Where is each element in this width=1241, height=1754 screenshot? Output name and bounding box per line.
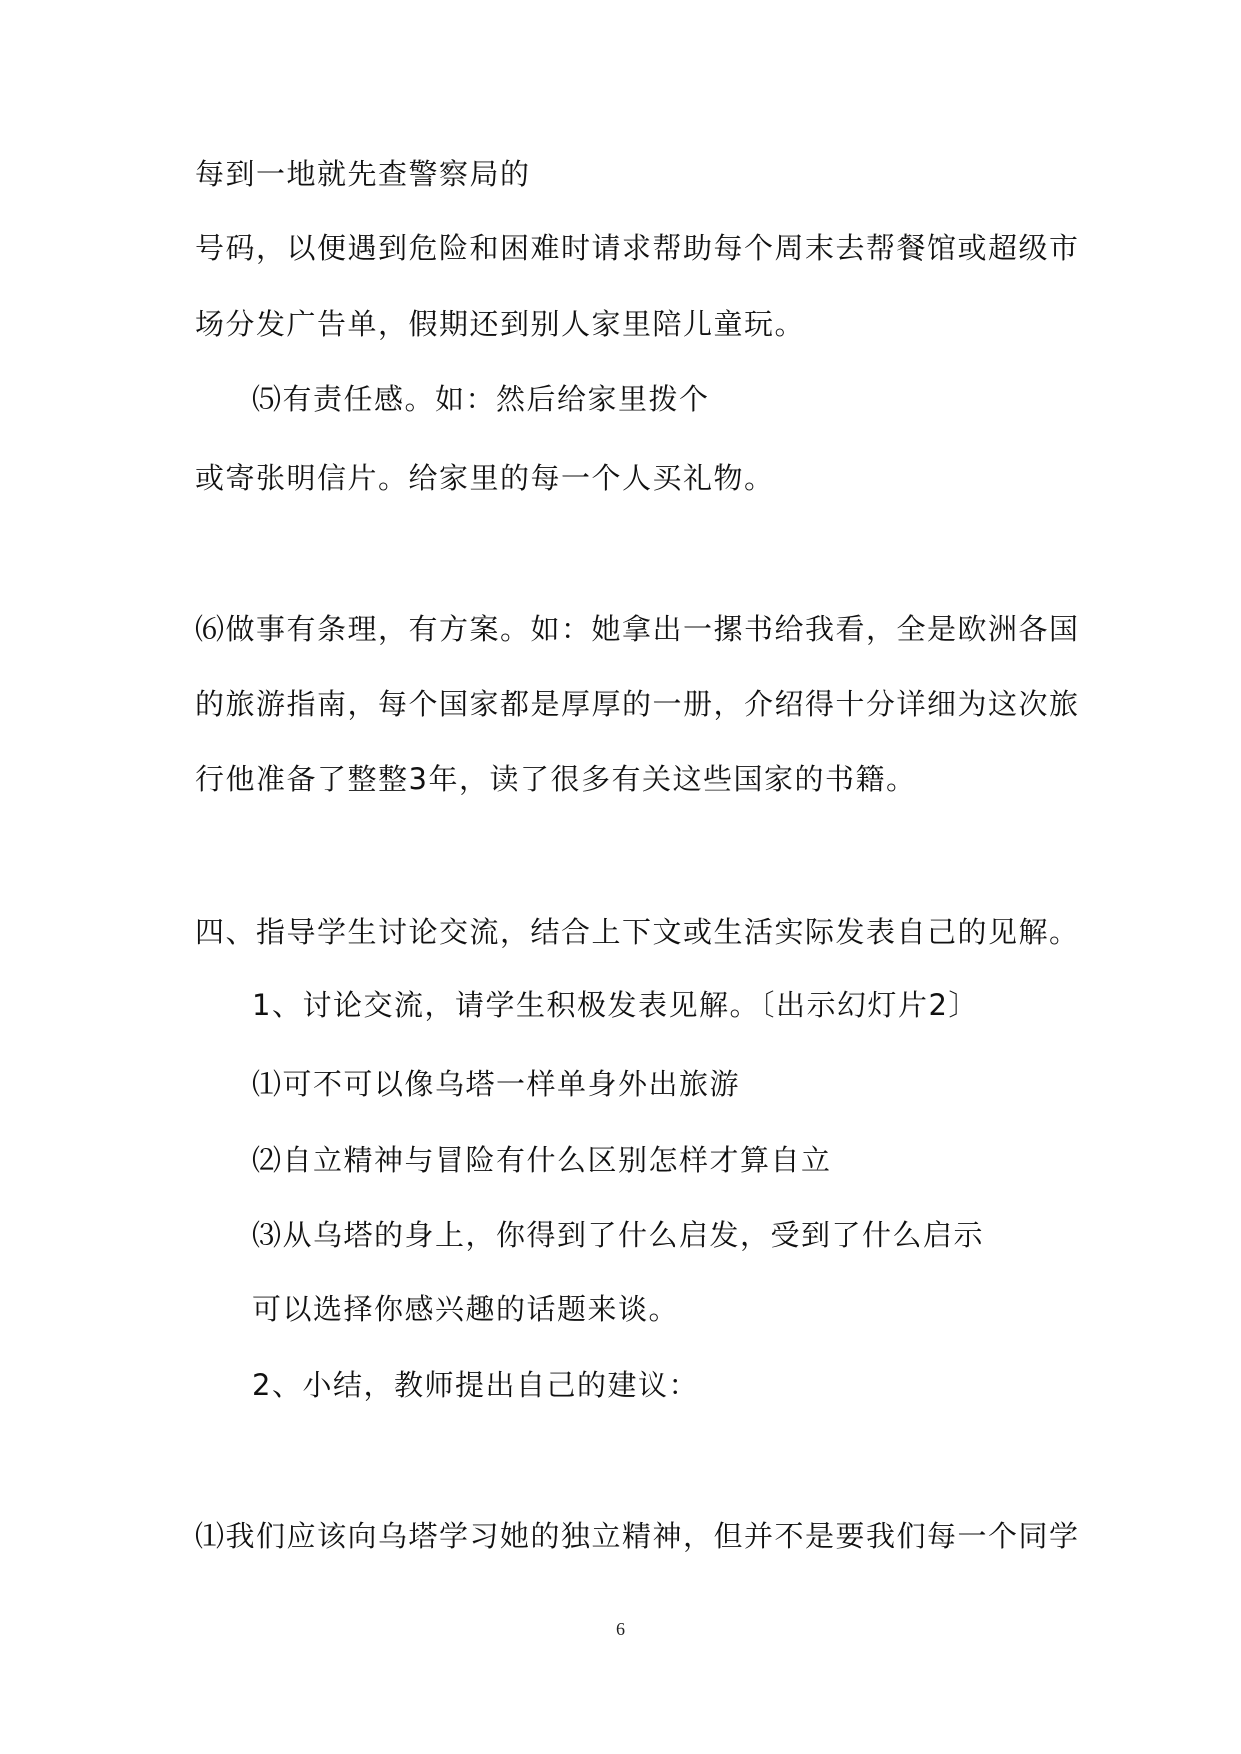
text-line: 可以选择你感兴趣的话题来谈。	[252, 1292, 680, 1326]
text-line: 场分发广告单，假期还到别人家里陪儿童玩。	[195, 307, 806, 341]
text-line: 或寄张明信片。给家里的每一个人买礼物。	[195, 461, 775, 495]
text-line: 行他准备了整整3年，读了很多有关这些国家的书籍。	[195, 762, 917, 796]
text-line: ⑶从乌塔的身上，你得到了什么启发，受到了什么启示	[252, 1218, 985, 1252]
text-line: 号码，以便遇到危险和困难时请求帮助每个周末去帮餐馆或超级市	[195, 231, 1080, 265]
text-line: ⑴我们应该向乌塔学习她的独立精神，但并不是要我们每一个同学	[195, 1519, 1080, 1553]
text-line: ⑸有责任感。如：然后给家里拨个	[252, 382, 710, 416]
text-line: 的旅游指南，每个国家都是厚厚的一册，介绍得十分详细为这次旅	[195, 687, 1080, 721]
text-line: 四、指导学生讨论交流，结合上下文或生活实际发表自己的见解。	[195, 915, 1080, 949]
text-line: 1、讨论交流，请学生积极发表见解。〔出示幻灯片2〕	[252, 988, 979, 1022]
page-number: 6	[616, 1619, 625, 1639]
text-line: ⑹做事有条理，有方案。如：她拿出一摞书给我看，全是欧洲各国	[195, 612, 1080, 646]
text-line: 2、小结，教师提出自己的建议：	[252, 1368, 699, 1402]
text-line: ⑵自立精神与冒险有什么区别怎样才算自立	[252, 1143, 832, 1177]
text-line: ⑴可不可以像乌塔一样单身外出旅游	[252, 1067, 741, 1101]
text-line: 每到一地就先查警察局的	[195, 157, 531, 191]
